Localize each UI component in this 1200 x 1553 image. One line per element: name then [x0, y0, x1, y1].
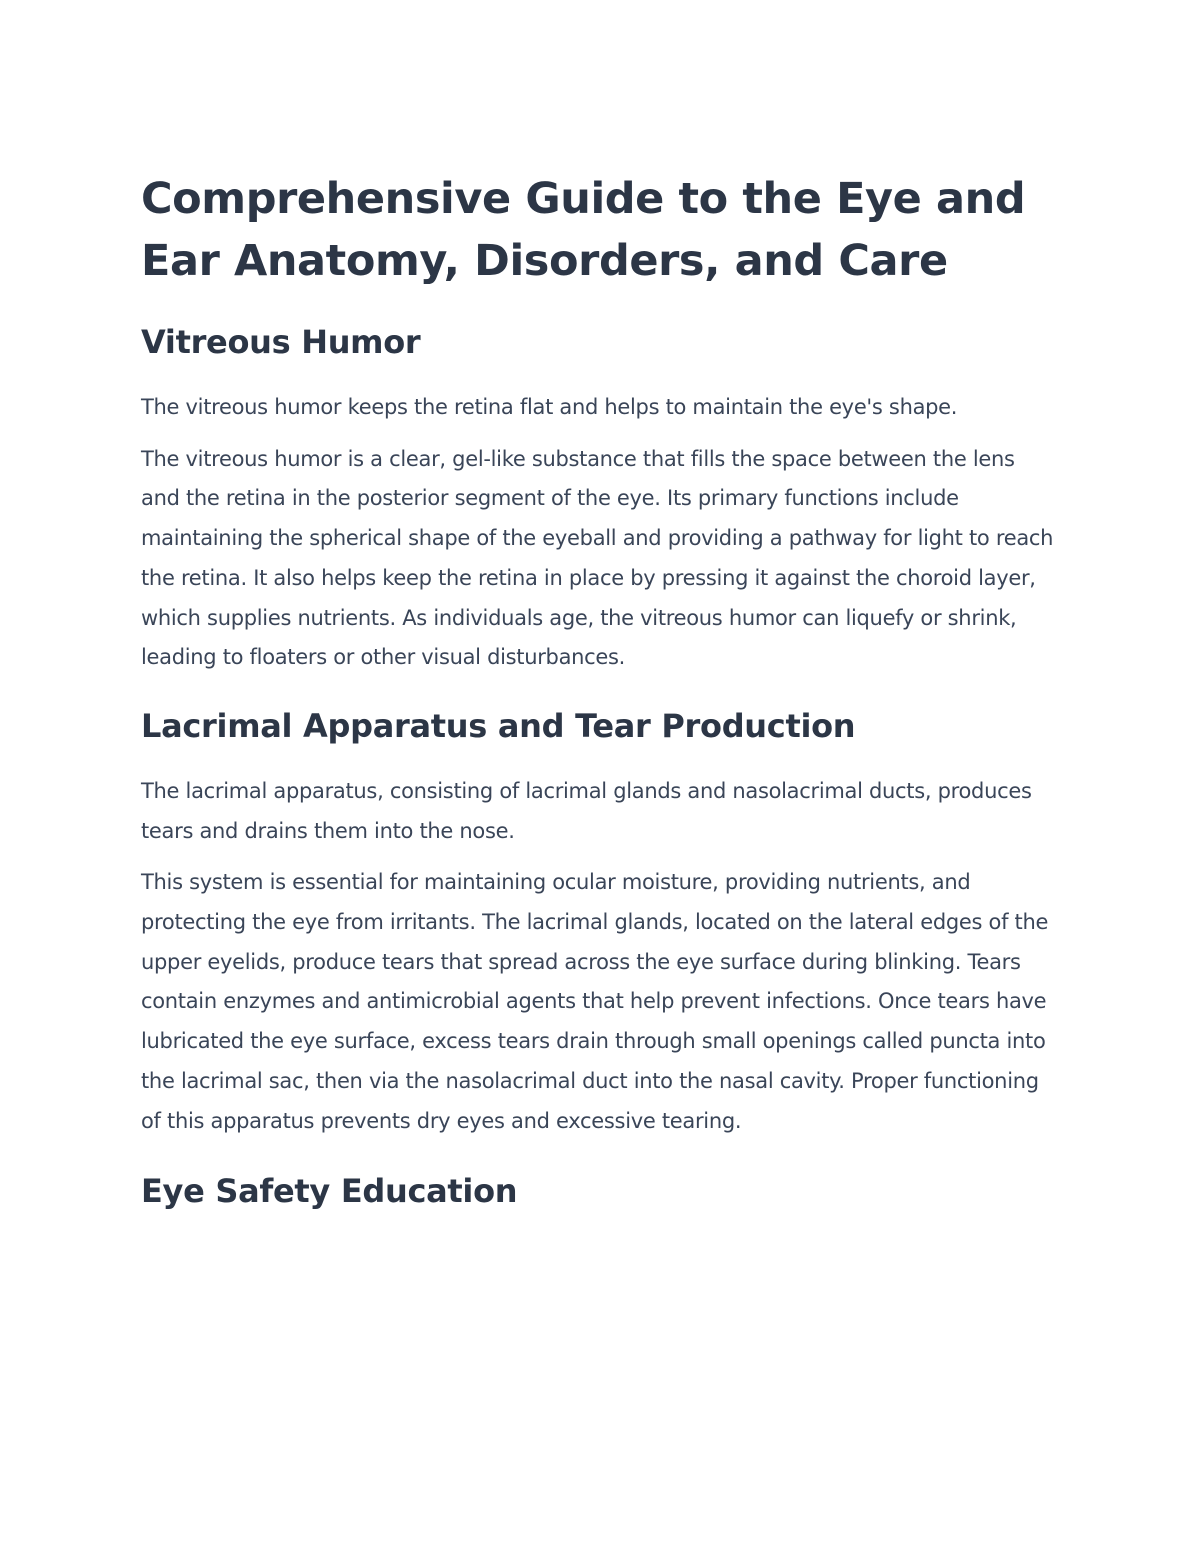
section-heading-vitreous-humor: Vitreous Humor — [141, 323, 421, 361]
lacrimal-summary-paragraph: The lacrimal apparatus, consisting of lacrimal glands and nasolacrimal ducts, produces tears and drains them into the nose. — [141, 778, 1032, 843]
vitreous-detail-paragraph: The vitreous humor is a clear, gel-like substance that fills the space between the lens and the retina in the posterior segment of the eye. Its primary functions include maintaining the spherical shape of the eyeball and providing a pathway for light to reach the retina. It also helps keep the retina in place by pressing it against the choroid layer, which supplies nutrients. As individuals age, the vitreous humor can liquefy or shrink, leading to floaters or other visual disturbances. — [141, 446, 1054, 670]
section-heading-eye-safety: Eye Safety Education — [141, 1172, 518, 1211]
section-heading-lacrimal-apparatus: Lacrimal Apparatus and Tear Production — [141, 706, 856, 745]
document-title: Comprehensive Guide to the Eye and Ear Anatomy, Disorders, and Care — [141, 174, 1026, 286]
document-page — [141, 168, 1056, 1211]
vitreous-summary-paragraph: The vitreous humor keeps the retina flat and helps to maintain the eye's shape. — [141, 395, 958, 419]
lacrimal-detail-paragraph: This system is essential for maintaining ocular moisture, providing nutrients, and protecting the eye from irritants. The lacrimal glands, located on the lateral edges of the upper eyelids, produce tears that spread across the eye surface during blinking. Tears contain enzymes and antimicrobial agents that help prevent infections. Once tears have lubricated the eye surface, excess tears drain through small openings called puncta into the lacrimal sac, then via the nasolacrimal duct into the nasal cavity. Proper functioning of this apparatus prevents dry eyes and excessive tearing. — [141, 870, 1049, 1133]
